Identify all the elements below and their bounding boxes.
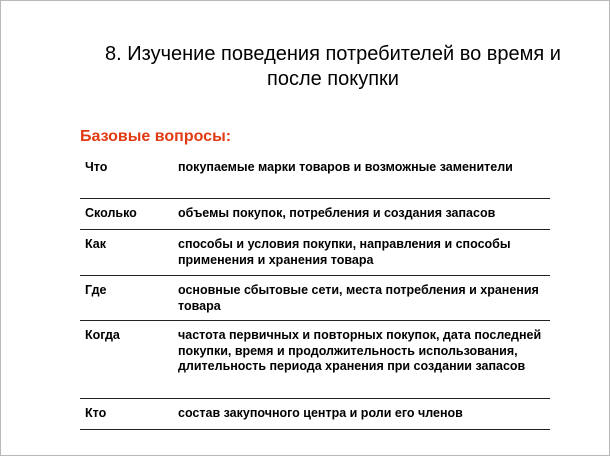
question-cell: Как	[80, 230, 178, 276]
question-cell: Сколько	[80, 199, 178, 230]
slide-title-line-2: после покупки	[267, 68, 399, 90]
section-heading: Базовые вопросы:	[80, 128, 232, 145]
table-row	[80, 199, 550, 230]
question-cell: Кто	[80, 399, 178, 430]
table-row	[80, 399, 550, 430]
answer-cell: объемы покупок, потребления и создания запасов	[178, 199, 550, 230]
answer-cell: состав закупочного центра и роли его членов	[178, 399, 550, 430]
question-cell: Когда	[80, 321, 178, 399]
answer-cell: основные сбытовые сети, места потребления и хранения товара	[178, 276, 550, 321]
answer-cell: частота первичных и повторных покупок, дата последней покупки, время и продолжительность использования, длительность периода хранения при создании запасов	[178, 321, 550, 399]
table-row	[80, 151, 550, 199]
questions-table	[80, 151, 550, 430]
slide-title	[83, 42, 583, 92]
question-cell: Что	[80, 151, 178, 199]
table-row	[80, 230, 550, 276]
question-cell: Где	[80, 276, 178, 321]
slide-title-line-1: 8. Изучение поведения потребителей во время и	[105, 43, 561, 65]
answer-cell: покупаемые марки товаров и возможные заменители	[178, 151, 550, 199]
table-row	[80, 321, 550, 399]
answer-cell: способы и условия покупки, направления и способы применения и хранения товара	[178, 230, 550, 276]
table-row	[80, 276, 550, 321]
